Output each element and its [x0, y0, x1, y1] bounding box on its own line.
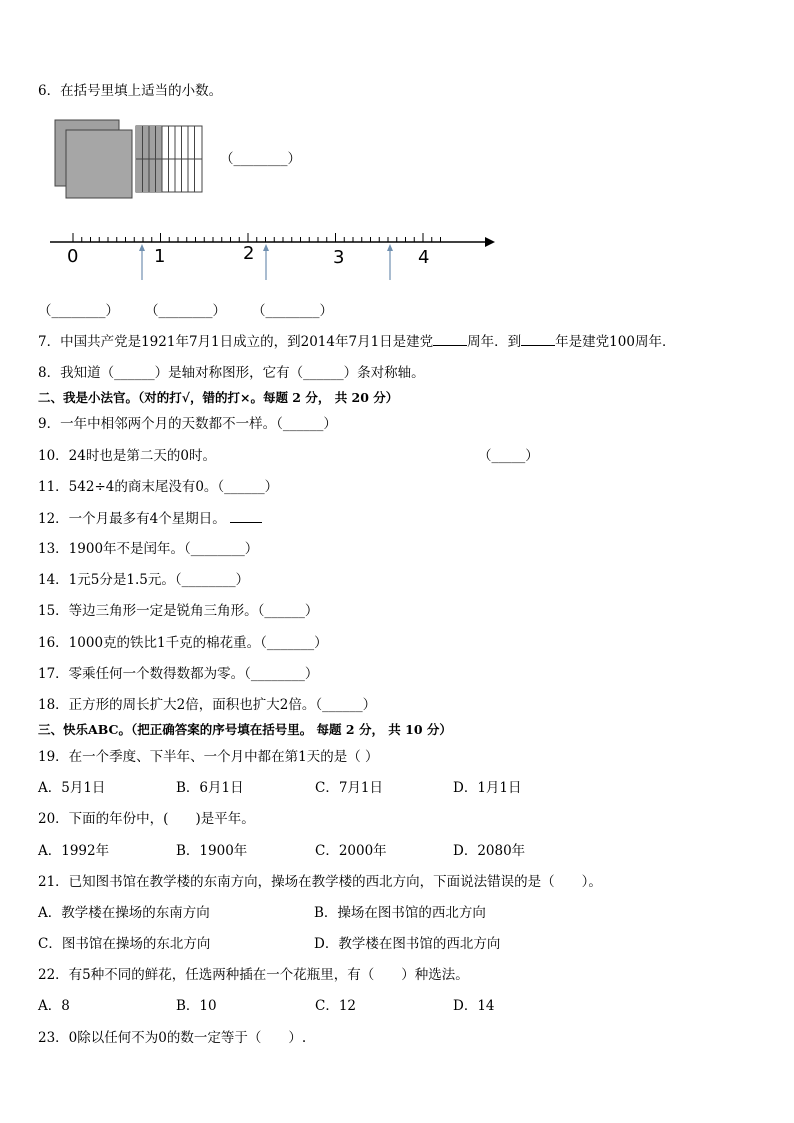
q21: 21．已知图书馆在教学楼的东南方向，操场在教学楼的西北方向，下面说法错误的是（ ）。: [38, 874, 602, 890]
label-3: 3: [333, 247, 345, 268]
q14: 14．1元5分是1.5元。（________）: [38, 572, 250, 588]
q20: 20．下面的年份中，( )是平年。: [38, 811, 255, 827]
full-square-front: [66, 130, 132, 198]
q18: 18．正方形的周长扩大2倍，面积也扩大2倍。（______）: [38, 697, 377, 713]
q22-option-c[interactable]: C．12: [315, 998, 357, 1014]
q10-answer-blank[interactable]: （_____）: [478, 448, 539, 464]
q8: 8．我知道（______）是轴对称图形，它有（______）条对称轴。: [38, 365, 425, 381]
q22-option-d[interactable]: D．14: [453, 998, 495, 1014]
q7-blank-2[interactable]: [521, 333, 555, 346]
q9: 9．一年中相邻两个月的天数都不一样。（______）: [38, 416, 337, 432]
q22: 22．有5种不同的鲜花，任选两种插在一个花瓶里，有（ ）种选法。: [38, 967, 469, 983]
number-line: [40, 225, 510, 290]
section-2-title: 二、我是小法官。（对的打√，错的打×。每题 2 分， 共 20 分）: [38, 390, 399, 405]
q10: 10．24时也是第二天的0时。: [38, 448, 216, 464]
pointer-arrow-1-icon: [139, 244, 145, 251]
q6-line-blank-2[interactable]: （________）: [145, 303, 226, 319]
q6-line-blank-3[interactable]: （________）: [252, 303, 333, 319]
q22-option-b[interactable]: B．10: [176, 998, 217, 1014]
q6-prompt: 6．在括号里填上适当的小数。: [38, 83, 223, 99]
q13: 13．1900年不是闰年。（________）: [38, 541, 259, 557]
q20-option-a[interactable]: A．1992年: [38, 843, 110, 859]
q20-option-b[interactable]: B．1900年: [176, 843, 248, 859]
q20-option-d[interactable]: D．2080年: [453, 843, 526, 859]
q19: 19．在一个季度、下半年、一个月中都在第1天的是（ ）: [38, 749, 379, 765]
label-2: 2: [243, 243, 255, 264]
q12-blank[interactable]: [230, 510, 262, 523]
q19-option-b[interactable]: B．6月1日: [176, 780, 244, 796]
pointer-arrow-3-icon: [387, 244, 393, 251]
q12-text: 12．一个月最多有4个星期日。: [38, 511, 226, 527]
q17: 17．零乘任何一个数得数都为零。（________）: [38, 666, 319, 682]
q16: 16．1000克的铁比1千克的棉花重。（_______）: [38, 635, 328, 651]
q20-option-c[interactable]: C．2000年: [315, 843, 387, 859]
q19-option-c[interactable]: C．7月1日: [315, 780, 384, 796]
q21-option-b[interactable]: B．操场在图书馆的西北方向: [314, 905, 486, 921]
label-0: 0: [67, 246, 79, 267]
q15: 15．等边三角形一定是锐角三角形。（______）: [38, 603, 319, 619]
q21-option-d[interactable]: D．教学楼在图书馆的西北方向: [314, 936, 501, 952]
q19-option-d[interactable]: D．1月1日: [453, 780, 522, 796]
q7-text-c: 年是建党100周年．: [555, 334, 676, 350]
pointer-arrow-2-icon: [263, 244, 269, 251]
q12: [38, 510, 262, 528]
label-4: 4: [418, 247, 430, 268]
q23: 23．0除以任何不为0的数一定等于（ ）.: [38, 1030, 307, 1046]
q7-text-a: 7．中国共产党是1921年7月1日成立的，到2014年7月1日是建党: [38, 334, 434, 350]
q6-line-blank-1[interactable]: （________）: [38, 303, 119, 319]
q21-option-a[interactable]: A．教学楼在操场的东南方向: [38, 905, 210, 921]
decimal-square-figure: [50, 115, 210, 205]
q7-text-b: 周年．到: [467, 334, 522, 350]
q11: 11．542÷4的商末尾没有0。（______）: [38, 479, 279, 495]
label-1: 1: [154, 246, 166, 267]
section-3-title: 三、快乐ABC。（把正确答案的序号填在括号里。 每题 2 分， 共 10 分）: [38, 722, 452, 737]
number-line-arrow-icon: [485, 237, 495, 247]
q7-blank-1[interactable]: [433, 333, 467, 346]
q6-square-answer-blank[interactable]: （________）: [220, 151, 301, 167]
q21-option-c[interactable]: C．图书馆在操场的东北方向: [38, 936, 211, 952]
q7: [38, 333, 675, 351]
q19-option-a[interactable]: A．5月1日: [38, 780, 106, 796]
q22-option-a[interactable]: A．8: [38, 998, 70, 1014]
